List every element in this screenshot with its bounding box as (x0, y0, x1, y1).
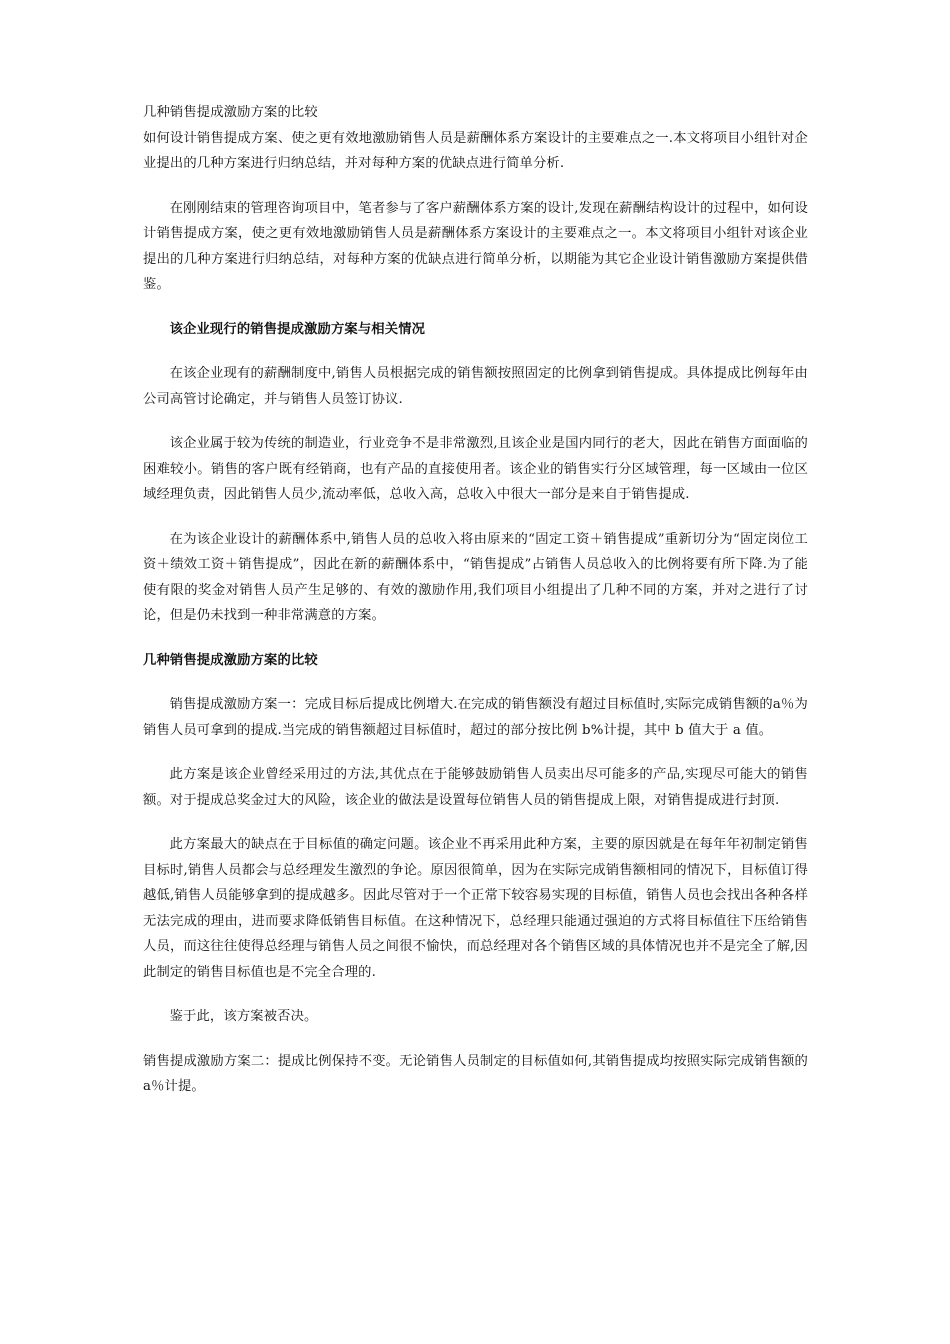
paragraph-current-plan-1: 在该企业现有的薪酬制度中,销售人员根据完成的销售额按照固定的比例拿到销售提成。具体提成比例每年由公司高管讨论确定，并与销售人员签订协议. (143, 366, 808, 407)
intro-paragraph: 在刚刚结束的管理咨询项目中，笔者参与了客户薪酬体系方案的设计,发现在薪酬结构设计的过程中，如何设计销售提成方案，使之更有效地激励销售人员是薪酬体系方案设计的主要难点之一。本文将项目小组针对该企业提出的几种方案进行归纳总结，对每种方案的优缺点进行简单分析，以期能为其它企业设计销售激励方案提供借鉴。 (143, 200, 808, 292)
document-summary: 如何设计销售提成方案、使之更有效地激励销售人员是薪酬体系方案设计的主要难点之一.本文将项目小组针对企业提出的几种方案进行归纳总结，并对每种方案的优缺点进行简单分析. (143, 130, 808, 171)
paragraph-plan1-disadvantage: 此方案最大的缺点在于目标值的确定问题。该企业不再采用此种方案，主要的原因就是在每年年初制定销售目标时,销售人员都会与总经理发生激烈的争论。原因很简单，因为在实际完成销售额相同的情况下，目标值订得越低,销售人员能够拿到的提成越多。因此尽管对于一个正常下较容易实现的目标值，销售人员也会找出各种各样无法完成的理由，进而要求降低销售目标值。在这种情况下，总经理只能通过强迫的方式将目标值往下压给销售人员，而这往往使得总经理与销售人员之间很不愉快，而总经理对各个销售区域的具体情况也并不是完全了解,因此制定的销售目标值也是不完全合理的. (143, 837, 808, 980)
paragraph-plan2-description: 销售提成激励方案二：提成比例保持不变。无论销售人员制定的目标值如何,其销售提成均按照实际完成销售额的 a％计提。 (143, 1053, 808, 1094)
paragraph-plan1-advantage: 此方案是该企业曾经采用过的方法,其优点在于能够鼓励销售人员卖出尽可能多的产品,实现尽可能大的销售额。对于提成总奖金过大的风险，该企业的做法是设置每位销售人员的销售提成上限，对销售提成进行封顶. (143, 767, 808, 808)
paragraph-plan1-description: 销售提成激励方案一：完成目标后提成比例增大.在完成的销售额没有超过目标值时,实际完成销售额的a％为销售人员可拿到的提成.当完成的销售额超过目标值时，超过的部分按比例 b%计提，其中 b 值大于 a 值。 (143, 697, 808, 738)
section-heading-comparison: 几种销售提成激励方案的比较 (143, 652, 318, 668)
document-title: 几种销售提成激励方案的比较 (143, 105, 318, 120)
section-heading-current-plan: 该企业现行的销售提成激励方案与相关情况 (169, 321, 426, 337)
paragraph-current-plan-3: 在为该企业设计的薪酬体系中,销售人员的总收入将由原来的“固定工资＋销售提成”重新切分为“固定岗位工资＋绩效工资＋销售提成”，因此在新的薪酬体系中，“销售提成”占销售人员总收入的比例将要有所下降.为了能使有限的奖金对销售人员产生足够的、有效的激励作用,我们项目小组提出了几种不同的方案，并对之进行了讨论，但是仍未找到一种非常满意的方案。 (143, 531, 808, 623)
paragraph-plan1-result: 鉴于此，该方案被否决。 (169, 1009, 318, 1024)
paragraph-current-plan-2: 该企业属于较为传统的制造业，行业竞争不是非常激烈,且该企业是国内同行的老大，因此在销售方面面临的困难较小。销售的客户既有经销商，也有产品的直接使用者。该企业的销售实行分区域管理，每一区域由一位区域经理负责，因此销售人员少,流动率低，总收入高，总收入中很大一部分是来自于销售提成. (143, 436, 808, 502)
document-page (143, 100, 808, 1100)
